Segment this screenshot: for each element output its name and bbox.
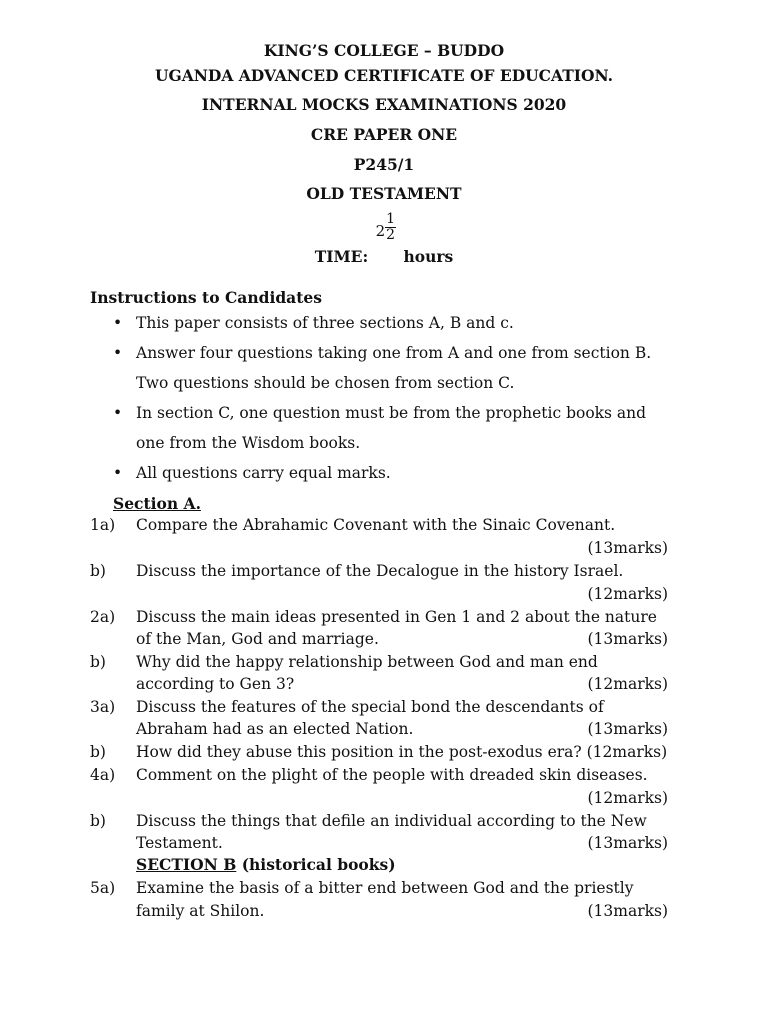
section-a-title: Section A. (113, 494, 201, 513)
question-text: Discuss the importance of the Decalogue in the history Israel. (136, 562, 624, 580)
question-number: 2a) (90, 608, 116, 626)
bullet-icon: • (113, 404, 123, 422)
question-text: Why did the happy relationship between God and man end (136, 653, 598, 671)
time-allowed (0, 211, 768, 266)
question-marks: (13marks) (587, 630, 668, 648)
question-marks: (12marks) (587, 585, 668, 603)
time-fraction (376, 212, 396, 243)
question-number: b) (90, 562, 106, 580)
subject-title: OLD TESTAMENT (306, 184, 462, 203)
bullet-icon: • (113, 314, 123, 332)
bullet-icon: • (113, 344, 123, 362)
time-denominator: 2 (386, 227, 396, 243)
question-marks: (12marks) (587, 789, 668, 807)
instructions-title: Instructions to Candidates (90, 288, 322, 307)
question-text: Testament. (136, 834, 223, 852)
school-name: KING’S COLLEGE – BUDDO (263, 41, 505, 60)
question-text: Comment on the plight of the people with dreaded skin diseases. (136, 766, 648, 784)
section-b-subtitle: (historical books) (241, 855, 396, 874)
question-marks: (13marks) (587, 902, 668, 920)
time-label: TIME: (314, 247, 369, 266)
question-number: b) (90, 743, 106, 761)
question-number: 4a) (90, 766, 116, 784)
question-text: Discuss the things that defile an individual according to the New (136, 812, 647, 830)
question-marks: (13marks) (587, 720, 668, 738)
question-text: Discuss the main ideas presented in Gen 1 and 2 about the nature (136, 608, 657, 626)
question-text: Examine the basis of a bitter end between God and the priestly (136, 879, 634, 897)
time-numerator: 1 (386, 211, 396, 227)
instruction-item: In section C, one question must be from the prophetic books and (136, 404, 647, 422)
instruction-item: Answer four questions taking one from A and one from section B. (136, 344, 652, 362)
section-b-title: SECTION B (historical books) (136, 855, 396, 874)
instruction-item: All questions carry equal marks. (136, 464, 391, 482)
question-number: 1a) (90, 516, 116, 534)
question-number: b) (90, 653, 106, 671)
question-marks: (12marks) (587, 675, 668, 693)
question-text: of the Man, God and marriage. (136, 630, 379, 648)
question-text: according to Gen 3? (136, 675, 295, 693)
question-marks: (13marks) (587, 834, 668, 852)
instruction-item: Two questions should be chosen from section C. (136, 374, 515, 392)
instruction-item: This paper consists of three sections A, B and c. (136, 314, 514, 332)
time-whole: 2 (375, 222, 386, 240)
bullet-icon: • (113, 464, 123, 482)
question-marks: (13marks) (587, 539, 668, 557)
question-number: 5a) (90, 879, 116, 897)
question-text: Compare the Abrahamic Covenant with the Sinaic Covenant. (136, 516, 616, 534)
instruction-item: one from the Wisdom books. (136, 434, 361, 452)
certificate-title: UGANDA ADVANCED CERTIFICATE OF EDUCATION. (154, 66, 614, 85)
time-unit: hours (403, 247, 454, 266)
question-number: 3a) (90, 698, 116, 716)
question-text: Discuss the features of the special bond the descendants of (136, 698, 604, 716)
exam-title: INTERNAL MOCKS EXAMINATIONS 2020 (201, 95, 567, 114)
question-number: b) (90, 812, 106, 830)
paper-title: CRE PAPER ONE (310, 125, 458, 144)
question-text: family at Shilon. (136, 902, 265, 920)
question-text: How did they abuse this position in the post-exodus era? (12marks) (136, 743, 668, 761)
question-text: Abraham had as an elected Nation. (136, 720, 414, 738)
paper-code: P245/1 (353, 155, 415, 174)
